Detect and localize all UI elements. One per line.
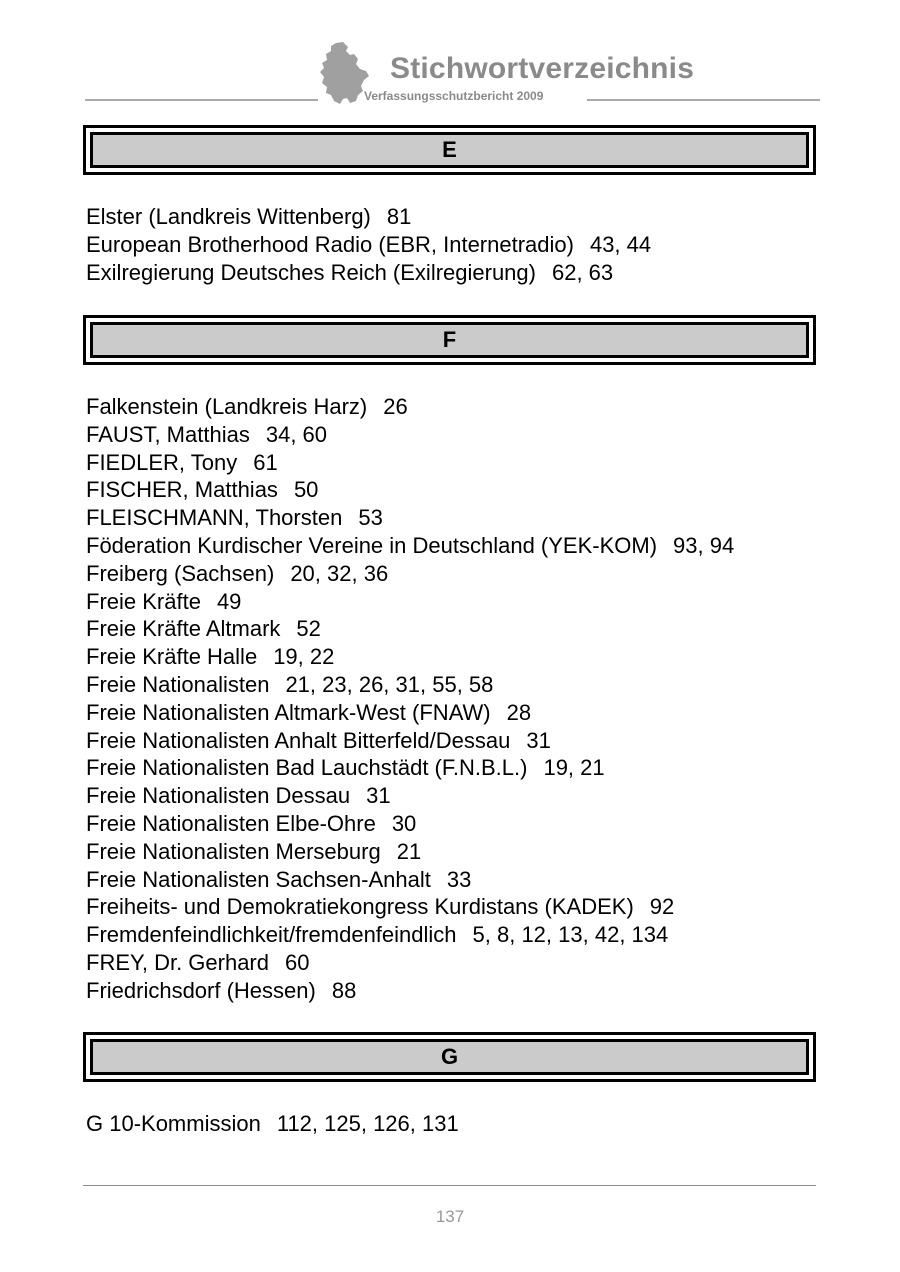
index-entry [86,421,734,449]
entry-pages: 81 [386,204,412,229]
section-letter-box-g [83,1032,816,1082]
entry-pages: 52 [296,616,321,642]
entry-term: Freiberg (Sachsen) [86,560,275,586]
entry-term: Föderation Kurdischer Vereine in Deutschland (YEK-KOM) [86,532,658,558]
index-entry [86,838,734,866]
entry-pages: 93, 94 [673,532,735,558]
section-letter-f: F [90,322,809,358]
entry-term: Freie Nationalisten Merseburg [86,838,381,864]
index-entry [86,588,734,616]
entry-term: Freiheits- und Demokratiekongress Kurdistans (KADEK) [86,894,634,920]
index-entry [86,259,651,287]
entry-pages: 50 [293,477,319,503]
index-entry [86,893,734,921]
entry-term: FREY, Dr. Gerhard [86,949,269,975]
header-rule-right [587,99,820,101]
entry-term: Freie Nationalisten Sachsen-Anhalt [86,866,431,892]
entry-pages: 60 [285,949,310,975]
page-number: 137 [435,1207,465,1226]
entry-term: Freie Nationalisten Bad Lauchstädt (F.N.B.L.) [86,755,528,781]
index-entry [86,643,734,671]
entry-term: Elster (Landkreis Wittenberg) [86,204,371,229]
entry-pages: 5, 8, 12, 13, 42, 134 [472,922,669,948]
header-title: Stichwortverzeichnis [390,52,695,85]
section-letter-g: G [90,1039,809,1075]
page-header [0,0,900,112]
footer-rule [83,1185,816,1186]
entry-pages: 112, 125, 126, 131 [276,1111,459,1136]
index-entry [86,615,734,643]
entry-pages: 19, 22 [273,644,335,670]
entry-pages: 88 [331,977,357,1003]
entry-list-g [86,1110,459,1138]
entry-term: Freie Kräfte [86,588,201,614]
entry-term: Freie Kräfte Halle [86,644,258,670]
entry-term: Freie Kräfte Altmark [86,616,281,642]
entry-pages: 92 [649,894,675,920]
entry-pages: 33 [446,866,472,892]
index-entry [86,476,734,504]
entry-pages: 20, 32, 36 [290,560,389,586]
entry-term: European Brotherhood Radio (EBR, Internetradio) [86,231,574,257]
index-entry [86,727,734,755]
header-subtitle: Verfassungsschutzbericht 2009 [364,89,544,103]
index-entry [86,393,734,421]
entry-term: Freie Nationalisten Dessau [86,783,351,809]
section-letter-box-e [83,125,816,175]
index-entry [86,810,734,838]
entry-pages: 30 [391,810,417,836]
entry-term: FAUST, Matthias [86,421,250,447]
index-entry [86,699,734,727]
section-letter-box-f [83,315,816,365]
index-entry [86,504,734,532]
entry-pages: 31 [526,727,551,753]
entry-pages: 28 [506,699,532,725]
index-entry [86,782,734,810]
header-rule-left [85,99,318,101]
entry-term: Falkenstein (Landkreis Harz) [86,394,368,419]
entry-pages: 43, 44 [589,231,652,257]
index-entry [86,949,734,977]
index-entry [86,203,651,231]
entry-pages: 21 [396,838,422,864]
entry-pages: 62, 63 [551,259,614,285]
entry-pages: 19, 21 [543,755,605,781]
entry-term: Freie Nationalisten [86,671,270,697]
entry-term: Friedrichsdorf (Hessen) [86,977,316,1003]
index-entry [86,560,734,588]
entry-term: Fremdenfeindlichkeit/fremdenfeindlich [86,922,457,948]
entry-term: G 10-Kommission [86,1111,261,1136]
index-entry [86,921,734,949]
index-entry [86,231,651,259]
entry-list-e [86,203,651,286]
entry-list-f [86,393,734,1005]
index-entry [86,532,734,560]
entry-pages: 21, 23, 26, 31, 55, 58 [285,671,494,697]
entry-term: Exilregierung Deutsches Reich (Exilregierung) [86,259,536,285]
entry-pages: 53 [358,505,383,531]
entry-pages: 31 [366,783,391,809]
entry-pages: 26 [383,394,408,419]
index-entry [86,1110,459,1138]
index-entry [86,754,734,782]
entry-term: Freie Nationalisten Elbe-Ohre [86,810,376,836]
entry-term: FLEISCHMANN, Thorsten [86,505,343,531]
entry-term: FISCHER, Matthias [86,477,278,503]
entry-term: FIEDLER, Tony [86,449,238,475]
index-entry [86,977,734,1005]
entry-pages: 49 [216,588,242,614]
index-entry [86,671,734,699]
section-letter-e: E [90,132,809,168]
entry-pages: 61 [253,449,278,475]
index-entry [86,449,734,477]
entry-pages: 34, 60 [265,421,328,447]
entry-term: Freie Nationalisten Anhalt Bitterfeld/Dessau [86,727,511,753]
index-entry [86,866,734,894]
entry-term: Freie Nationalisten Altmark-West (FNAW) [86,699,491,725]
